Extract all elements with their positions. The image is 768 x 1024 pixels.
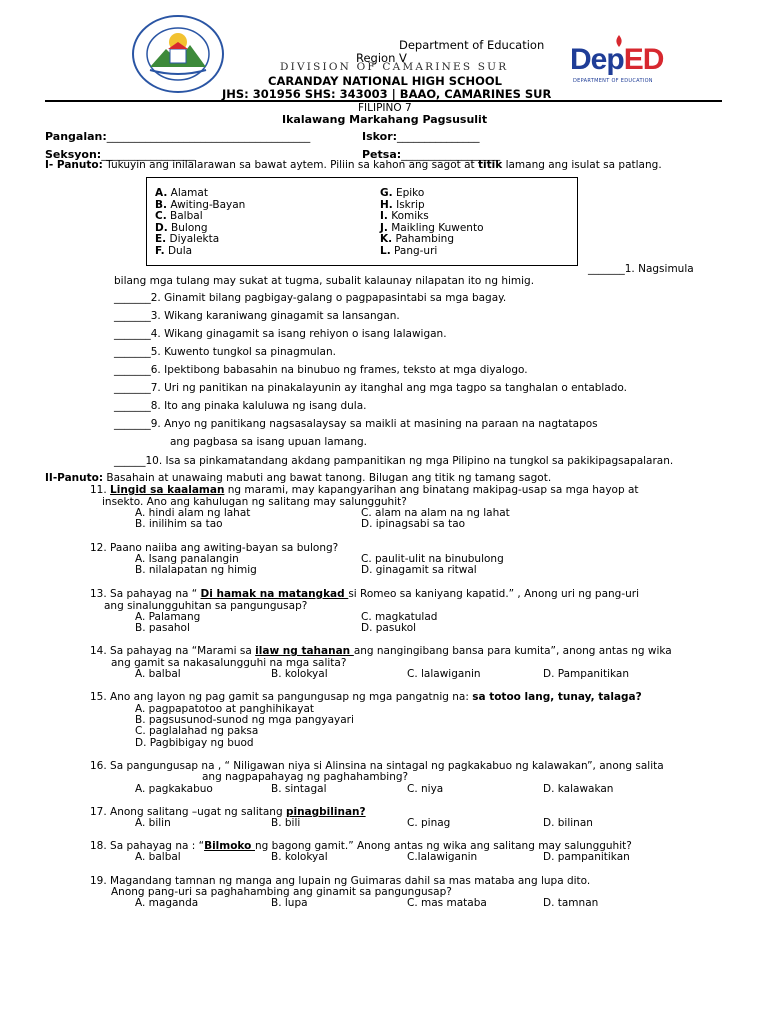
q16-option-d[interactable]: D. kalawakan xyxy=(543,783,614,795)
q11-option-b[interactable]: B. inilihim sa tao xyxy=(135,518,223,530)
item-6[interactable]: _______6. Ipektibong babasahin na binubuo ng frames, teksto at mga diyalogo. xyxy=(114,364,528,376)
deped-logo xyxy=(570,38,680,92)
item-7[interactable]: _______7. Uri ng panitikan na pinakalayunin ay itanghal ang mga tagpo sa tanghalan o entablado. xyxy=(114,382,628,394)
q19-stem-2: Anong pang-uri sa paghahambing ang ginamit sa pangungusap? xyxy=(111,886,452,898)
q19-stem: 19. Magandang tamnan ng manga ang lupain ng Guimaras dahil sa mas mataba ang lupa dito. xyxy=(90,875,591,887)
q15-option-c[interactable]: C. paglalahad ng paksa xyxy=(135,725,259,737)
choices-right xyxy=(380,188,484,258)
q18-option-d[interactable]: D. pampanitikan xyxy=(543,851,630,863)
q13-option-b[interactable]: B. pasahol xyxy=(135,622,190,634)
item-10[interactable]: ______10. Isa sa pinkamatandang akdang pampanitikan ng mga Pilipino na tungkol sa pakikipagsapalaran. xyxy=(114,455,674,467)
q11-option-c[interactable]: C. alam na alam na ng lahat xyxy=(361,507,510,519)
q19-option-c[interactable]: C. mas mataba xyxy=(407,897,487,909)
q17-option-c[interactable]: C. pinag xyxy=(407,817,451,829)
q14-underlined: ilaw ng tahanan xyxy=(255,645,354,657)
section-blank: _________________ xyxy=(101,148,195,161)
choice-item: E. Diyalekta xyxy=(155,233,220,246)
choice-item: B. Awiting-Bayan xyxy=(155,198,246,211)
choices-box xyxy=(146,177,578,266)
item-4[interactable]: _______4. Wikang ginagamit sa isang rehiyon o isang lalawigan. xyxy=(114,328,447,340)
score-blank: _______________ xyxy=(397,130,480,143)
q14-option-a[interactable]: A. balbal xyxy=(135,668,181,680)
q12-option-b[interactable]: B. nilalapatan ng himig xyxy=(135,564,257,576)
q17-option-a[interactable]: A. bilin xyxy=(135,817,171,829)
score-field[interactable] xyxy=(362,130,480,143)
q18-option-c[interactable]: C.lalawiganin xyxy=(407,851,478,863)
q13-stem-2: ang sinalungguhitan sa pangungusap? xyxy=(104,600,308,612)
q11-option-d[interactable]: D. ipinagsabi sa tao xyxy=(361,518,466,530)
choice-item: C. Balbal xyxy=(155,210,203,223)
item-2[interactable]: _______2. Ginamit bilang pagbigay-galang o pagpapasintabi sa mga bagay. xyxy=(114,292,507,304)
choice-item: D. Bulong xyxy=(155,221,208,234)
item-8[interactable]: _______8. Ito ang pinaka kaluluwa ng isang dula. xyxy=(114,400,367,412)
deped-subtitle: DEPARTMENT OF EDUCATION xyxy=(573,78,653,84)
name-label: Pangalan: xyxy=(45,130,107,143)
region-name: Region V xyxy=(356,51,407,65)
q15-option-d[interactable]: D. Pagbibigay ng buod xyxy=(135,737,254,749)
choice-item: L. Pang-uri xyxy=(380,244,438,257)
q17-stem: 17. Anong salitang –ugat ng salitang pinagbilinan? xyxy=(90,806,366,818)
deped-wordmark: DepED xyxy=(570,43,664,76)
division-name: DIVISION OF CAMARINES SUR xyxy=(280,61,509,73)
part1-label: I- Panuto: xyxy=(45,159,103,171)
q15-option-a[interactable]: A. pagpapatotoo at panghihikayat xyxy=(135,703,315,715)
q12-option-a[interactable]: A. Isang panalangin xyxy=(135,553,239,565)
q12-option-d[interactable]: D. ginagamit sa ritwal xyxy=(361,564,477,576)
item-1-blank[interactable]: _______1. Nagsimula xyxy=(588,263,694,275)
q13-option-a[interactable]: A. Palamang xyxy=(135,611,201,623)
item-3[interactable]: _______3. Wikang karaniwang ginagamit sa lansangan. xyxy=(114,310,400,322)
date-label: Petsa: xyxy=(362,148,402,161)
q11-stem: 11. Lingid sa kaalaman ng marami, may kapangyarihan ang binatang makipag-usap sa mga hayop at xyxy=(90,484,639,496)
choice-item: A. Alamat xyxy=(155,187,208,199)
item-9-cont: ang pagbasa sa isang upuan lamang. xyxy=(170,436,367,448)
q17-option-d[interactable]: D. bilinan xyxy=(543,817,593,829)
q16-option-c[interactable]: C. niya xyxy=(407,783,444,795)
q14-option-d[interactable]: D. Pampanitikan xyxy=(543,668,629,680)
department-name: Department of Education xyxy=(399,38,545,52)
q16-option-a[interactable]: A. pagkakabuo xyxy=(135,783,213,795)
q11-option-a[interactable]: A. hindi alam ng lahat xyxy=(135,507,251,519)
choices-left xyxy=(155,188,245,258)
part1-instr-text: Tukuyin ang inilalarawan sa bawat aytem. Piliin sa kahon ang sagot at xyxy=(102,159,478,171)
q18-option-a[interactable]: A. balbal xyxy=(135,851,181,863)
section-label: Seksyon: xyxy=(45,148,102,161)
q14-stem-2: ang gamit sa nakasalungguhi na mga salita? xyxy=(111,657,347,669)
name-blank: _____________________________________ xyxy=(106,130,311,143)
choice-item: I. Komiks xyxy=(380,210,429,223)
part2-instr-text: Basahain at unawaing mabuti ang bawat tanong. Bilugan ang titik ng tamang sagot. xyxy=(103,472,552,484)
choice-item: K. Pahambing xyxy=(380,233,454,246)
item-9[interactable]: _______9. Anyo ng panitikang nagsasalaysay sa maikli at masining na paraan na nagtatapos xyxy=(114,418,598,430)
school-ids: JHS: 301956 SHS: 343003 | BAAO, CAMARINES SUR xyxy=(222,87,552,101)
q13-underlined: Di hamak na matangkad xyxy=(200,588,349,600)
seal-icon xyxy=(132,15,224,93)
subject-title: FILIPINO 7 xyxy=(358,102,412,114)
q14-option-b[interactable]: B. kolokyal xyxy=(271,668,328,680)
q13-stem: 13. Sa pahayag na “ Di hamak na matangkad si Romeo sa kaniyang kapatid.” , Anong uri ng pang-uri xyxy=(90,588,640,600)
school-name: CARANDAY NATIONAL HIGH SCHOOL xyxy=(268,74,502,88)
q17-underlined: pinagbilinan? xyxy=(285,806,366,818)
q12-stem: 12. Paano naiiba ang awiting-bayan sa bulong? xyxy=(90,542,339,554)
q18-stem: 18. Sa pahayag na : “Bilmoko ng bagong gamit.” Anong antas ng wika ang salitang may salungguhit? xyxy=(90,840,632,852)
score-label: Iskor: xyxy=(362,130,398,143)
q16-stem: 16. Sa pangungusap na , “ Niligawan niya si Alinsina na sintagal ng pagkakabuo ng kalawakan”, anong salita xyxy=(90,760,664,772)
school-seal xyxy=(132,15,224,93)
q18-underlined: Bilmoko xyxy=(204,840,255,852)
q15-option-b[interactable]: B. pagsusunod-sunod ng mga pangyayari xyxy=(135,714,354,726)
q15-bold: sa totoo lang, tunay, talaga? xyxy=(472,691,642,703)
item-5[interactable]: _______5. Kuwento tungkol sa pinagmulan. xyxy=(114,346,336,358)
item-1-text: bilang mga tulang may sukat at tugma, subalit kalaunay nilapatan ito ng himig. xyxy=(114,275,535,287)
q15-stem: 15. Ano ang layon ng pag gamit sa pangungusap ng mga pangatnig na: sa totoo lang, tunay, talaga? xyxy=(90,691,642,703)
q16-option-b[interactable]: B. sintagal xyxy=(271,783,327,795)
q11-underlined: Lingid sa kaalaman xyxy=(110,484,225,496)
q12-option-c[interactable]: C. paulit-ulit na binubulong xyxy=(361,553,504,565)
part2-instructions xyxy=(45,472,551,484)
q19-option-a[interactable]: A. maganda xyxy=(135,897,199,909)
q14-option-c[interactable]: C. lalawiganin xyxy=(407,668,481,680)
q14-stem: 14. Sa pahayag na “Marami sa ilaw ng tahanan ang nangingibang bansa para kumita”, anong antas ng wika xyxy=(90,645,672,657)
q18-option-b[interactable]: B. kolokyal xyxy=(271,851,328,863)
choice-item: J. Maikling Kuwento xyxy=(380,221,484,234)
exam-title: Ikalawang Markahang Pagsusulit xyxy=(282,113,488,126)
name-field[interactable] xyxy=(45,130,310,143)
part1-instructions xyxy=(45,159,662,171)
q16-stem-2: ang nagpapahayag ng paghahambing? xyxy=(202,771,409,783)
part1-instr-bold: titik xyxy=(478,159,503,171)
part1-instr-end: lamang ang isulat sa patlang. xyxy=(502,159,662,171)
q17-option-b[interactable]: B. bili xyxy=(271,817,301,829)
part2-label: II-Panuto: xyxy=(45,472,104,484)
q19-option-d[interactable]: D. tamnan xyxy=(543,897,599,909)
date-blank: __________________ xyxy=(401,148,501,161)
choice-item: H. Iskrip xyxy=(380,198,425,211)
q13-option-d[interactable]: D. pasukol xyxy=(361,622,417,634)
q11-stem-2: insekto. Ano ang kahulugan ng salitang may salungguhit? xyxy=(102,496,407,508)
choice-item: F. Dula xyxy=(155,244,193,257)
q19-option-b[interactable]: B. lupa xyxy=(271,897,308,909)
choice-item: G. Epiko xyxy=(380,187,425,199)
q13-option-c[interactable]: C. magkatulad xyxy=(361,611,438,623)
